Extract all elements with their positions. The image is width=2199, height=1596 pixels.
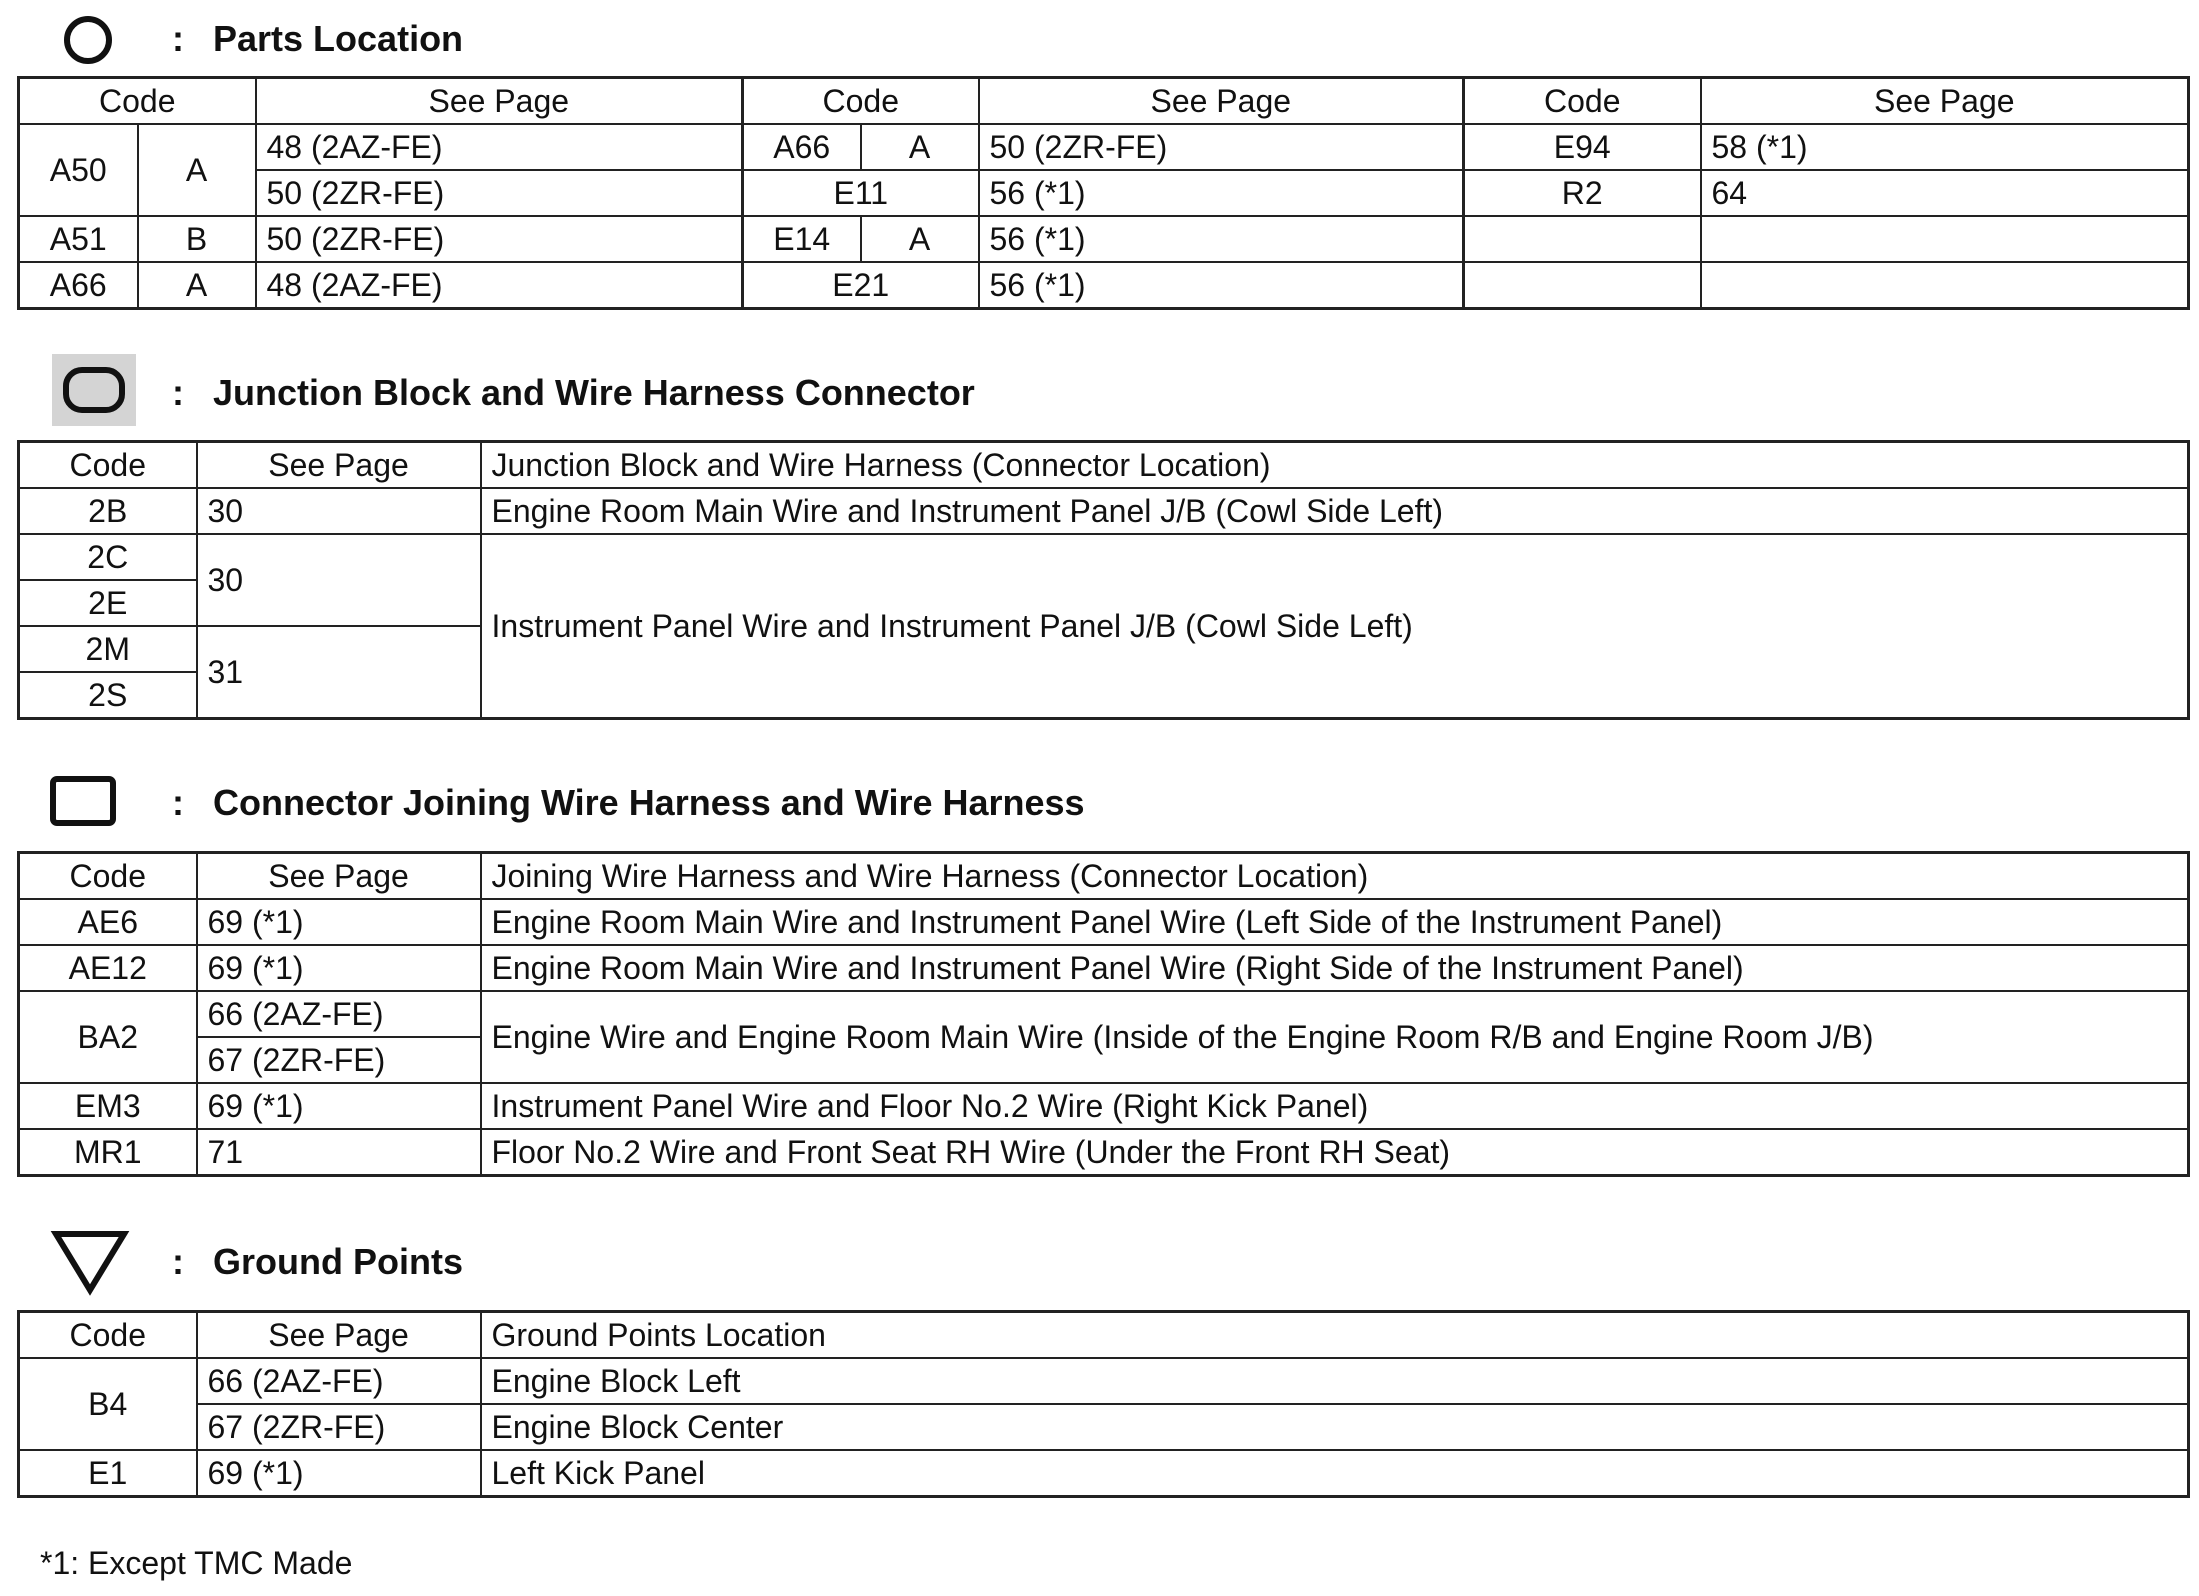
location-cell: Engine Room Main Wire and Instrument Panel J/B (Cowl Side Left) <box>481 488 2189 534</box>
location-cell: Engine Block Center <box>481 1404 2189 1450</box>
table-row <box>19 1358 2189 1404</box>
header-code: Code <box>19 853 197 900</box>
header-code: Code <box>743 78 979 125</box>
page-cell: 69 (*1) <box>197 1450 481 1497</box>
footnote: *1: Except TMC Made <box>40 1545 353 1581</box>
page-cell: 67 (2ZR-FE) <box>197 1404 481 1450</box>
code-cell: BA2 <box>19 991 197 1083</box>
page-cell: 66 (2AZ-FE) <box>197 1358 481 1404</box>
code-cell: E14 <box>743 216 861 262</box>
table-row <box>19 216 2189 262</box>
code-cell: 2M <box>19 626 197 672</box>
ground-points-table <box>17 1310 2190 1498</box>
location-cell: Floor No.2 Wire and Front Seat RH Wire (Under the Front RH Seat) <box>481 1129 2189 1176</box>
page-cell: 30 <box>197 488 481 534</box>
header-see-page: See Page <box>1701 78 2189 125</box>
parts-location-table <box>17 76 2190 310</box>
page-cell: 67 (2ZR-FE) <box>197 1037 481 1083</box>
sub-code-cell: A <box>138 124 256 216</box>
sub-code-cell: A <box>861 124 979 170</box>
empty-cell <box>1701 216 2189 262</box>
page-cell: 69 (*1) <box>197 1083 481 1129</box>
code-cell: B4 <box>19 1358 197 1450</box>
location-cell: Engine Room Main Wire and Instrument Panel Wire (Right Side of the Instrument Panel) <box>481 945 2189 991</box>
code-cell: R2 <box>1464 170 1701 216</box>
header-location: Junction Block and Wire Harness (Connector Location) <box>481 442 2189 489</box>
page-cell: 69 (*1) <box>197 899 481 945</box>
table-header-row <box>19 442 2189 489</box>
location-cell: Instrument Panel Wire and Floor No.2 Wire (Right Kick Panel) <box>481 1083 2189 1129</box>
page-cell: 69 (*1) <box>197 945 481 991</box>
header-code: Code <box>19 1312 197 1359</box>
connector-joining-title: Connector Joining Wire Harness and Wire Harness <box>213 782 1085 823</box>
circle-icon <box>62 14 114 66</box>
header-location: Joining Wire Harness and Wire Harness (Connector Location) <box>481 853 2189 900</box>
code-cell: E94 <box>1464 124 1701 170</box>
page-cell: 66 (2AZ-FE) <box>197 991 481 1037</box>
page-cell: 48 (2AZ-FE) <box>256 262 743 309</box>
code-cell: EM3 <box>19 1083 197 1129</box>
code-cell: A50 <box>19 124 138 216</box>
page-cell: 48 (2AZ-FE) <box>256 124 743 170</box>
parts-location-title: Parts Location <box>213 18 464 59</box>
code-cell: A66 <box>743 124 861 170</box>
table-row <box>19 1404 2189 1450</box>
header-code: Code <box>19 78 256 125</box>
code-cell: A51 <box>19 216 138 262</box>
rectangle-icon <box>50 776 116 826</box>
page-cell: 50 (2ZR-FE) <box>256 216 743 262</box>
code-cell: AE6 <box>19 899 197 945</box>
page-cell: 58 (*1) <box>1701 124 2189 170</box>
page-cell: 30 <box>197 534 481 626</box>
junction-block-title: Junction Block and Wire Harness Connector <box>213 372 975 413</box>
table-row <box>19 488 2189 534</box>
code-cell: MR1 <box>19 1129 197 1176</box>
page-cell: 71 <box>197 1129 481 1176</box>
location-cell: Engine Wire and Engine Room Main Wire (Inside of the Engine Room R/B and Engine Room J/B) <box>481 991 2189 1083</box>
table-row <box>19 534 2189 580</box>
location-cell: Engine Block Left <box>481 1358 2189 1404</box>
sub-code-cell: B <box>138 216 256 262</box>
ground-points-colon: : <box>172 1241 184 1282</box>
page-cell: 50 (2ZR-FE) <box>256 170 743 216</box>
page-cell: 64 <box>1701 170 2189 216</box>
header-see-page: See Page <box>197 442 481 489</box>
junction-block-table <box>17 440 2190 720</box>
table-header-row <box>19 853 2189 900</box>
code-cell: E11 <box>743 170 979 216</box>
table-row <box>19 991 2189 1037</box>
triangle-down-icon <box>50 1228 130 1296</box>
location-cell: Left Kick Panel <box>481 1450 2189 1497</box>
code-cell: E21 <box>743 262 979 309</box>
location-cell: Instrument Panel Wire and Instrument Panel J/B (Cowl Side Left) <box>481 534 2189 719</box>
header-code: Code <box>1464 78 1701 125</box>
connector-joining-colon: : <box>172 782 184 823</box>
sub-code-cell: A <box>138 262 256 309</box>
code-cell: 2C <box>19 534 197 580</box>
header-see-page: See Page <box>197 1312 481 1359</box>
table-row <box>19 1083 2189 1129</box>
table-row <box>19 945 2189 991</box>
table-row <box>19 1129 2189 1176</box>
table-row <box>19 899 2189 945</box>
code-cell: AE12 <box>19 945 197 991</box>
code-cell: E1 <box>19 1450 197 1497</box>
header-location: Ground Points Location <box>481 1312 2189 1359</box>
header-see-page: See Page <box>197 853 481 900</box>
page-cell: 31 <box>197 626 481 719</box>
table-row <box>19 124 2189 170</box>
code-cell: 2E <box>19 580 197 626</box>
code-cell: 2S <box>19 672 197 719</box>
rounded-rect-icon <box>52 354 136 426</box>
empty-cell <box>1701 262 2189 309</box>
table-row <box>19 170 2189 216</box>
page-cell: 56 (*1) <box>979 262 1464 309</box>
page-cell: 56 (*1) <box>979 216 1464 262</box>
sub-code-cell: A <box>861 216 979 262</box>
location-cell: Engine Room Main Wire and Instrument Panel Wire (Left Side of the Instrument Panel) <box>481 899 2189 945</box>
header-see-page: See Page <box>979 78 1464 125</box>
ground-points-title: Ground Points <box>213 1241 463 1282</box>
table-row <box>19 262 2189 309</box>
code-cell: A66 <box>19 262 138 309</box>
connector-joining-table <box>17 851 2190 1177</box>
table-row <box>19 1450 2189 1497</box>
empty-cell <box>1464 262 1701 309</box>
empty-cell <box>1464 216 1701 262</box>
junction-block-colon: : <box>172 372 184 413</box>
table-header-row <box>19 78 2189 125</box>
parts-location-colon: : <box>172 18 184 59</box>
page-cell: 56 (*1) <box>979 170 1464 216</box>
page-cell: 50 (2ZR-FE) <box>979 124 1464 170</box>
header-see-page: See Page <box>256 78 743 125</box>
header-code: Code <box>19 442 197 489</box>
code-cell: 2B <box>19 488 197 534</box>
table-header-row <box>19 1312 2189 1359</box>
